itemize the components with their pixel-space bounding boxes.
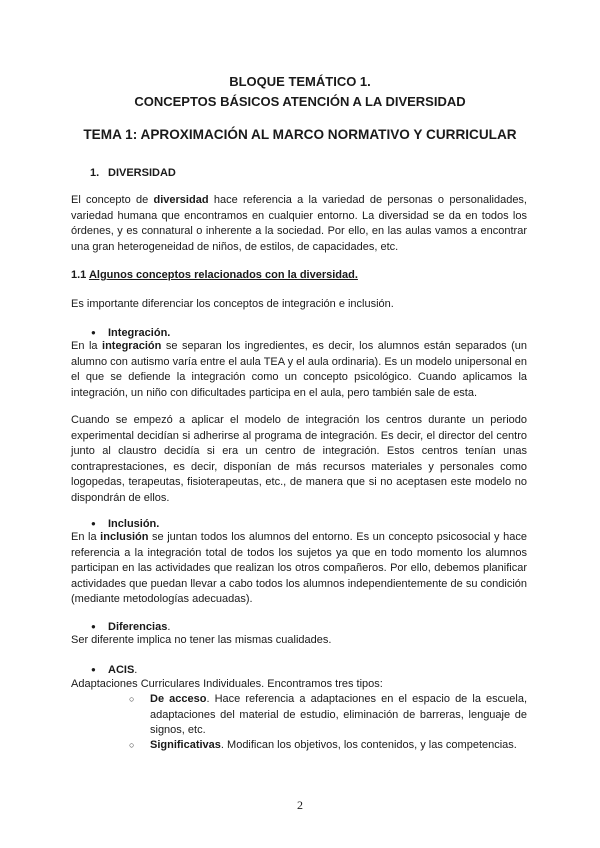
section-1-number: 1. (90, 167, 100, 179)
text-span: se juntan todos los alumnos del entorno. Es un concepto psicosocial y hace referencia a la integración total de todos los sujetos ya que en todo momento los alumnos participan en las actividades que realizan los otros compañeros. Por ello, debemos planificar actividades que puedan llevar a cabo todos los alumnos independientemente de su condición (mediante metodologías adecuadas). (71, 531, 527, 606)
text-span: . (167, 621, 171, 633)
tema-title: TEMA 1: APROXIMACIÓN AL MARCO NORMATIVO Y CURRICULAR (83, 127, 517, 142)
section-1-heading (71, 166, 527, 182)
text-span: se separan los ingredientes, es decir, los alumnos están separados (un alumno con autismo varía entre el aula TEA y el aula ordinaria). Es un modelo unipersonal en el que se defiende la integración como un concepto psicológico. Cuando aplicamos la integración, un niño con dificultades participa en el aula, pero también sale de esta. (71, 340, 527, 399)
circle-bullet-icon: ○ (129, 740, 135, 750)
text-span: hace referencia a la variedad de personas o personalidades, variedad humana que encontramos en cualquier entorno. La diversidad se da en todos los órdenes, y es connatural o inherente a la sociedad. Por ello, en las aulas vamos a encontrar una gran heterogeneidad de niños, de estilos, de capacidades, etc. (71, 194, 527, 253)
text-span: En la (71, 531, 101, 543)
keyword-inclusion: inclusión (100, 531, 149, 543)
keyword-integracion: integración (102, 340, 162, 352)
integracion-label: Integración. (108, 327, 171, 339)
diversidad-paragraph (71, 193, 527, 255)
block-subtitle: CONCEPTOS BÁSICOS ATENCIÓN A LA DIVERSIDAD (134, 94, 466, 109)
bullet-icon: ● (91, 665, 96, 674)
bullet-icon: ● (91, 519, 96, 528)
text-span: . (134, 664, 138, 676)
acis-label: ACIS (108, 664, 135, 676)
section-1-1-heading (71, 268, 527, 284)
circle-bullet-icon: ○ (129, 694, 135, 704)
integracion-paragraph-2: Cuando se empezó a aplicar el modelo de integración los centros durante un periodo experimental decidían si adherirse al programa de integración. Es decir, el director del centro junto al claustro decidía si era un centro de integración. Estos centros tenían unas contraprestaciones, es decir, disponían de más recursos materiales y personales como logopedas, terapeutas, fisioterapeutas, etc., de manera que si no aceptasen este modelo no dispondrán de ellos. (71, 414, 527, 504)
integracion-paragraph-1 (71, 339, 527, 401)
section-1-1-title: Algunos conceptos relacionados con la diversidad. (88, 269, 358, 281)
bullet-icon: ● (91, 328, 96, 337)
acis-item-significativas (129, 738, 527, 754)
page-number: 2 (297, 798, 303, 812)
acis-item-label: De acceso (150, 693, 207, 705)
acis-item-text: . Modifican los objetivos, los contenidos, y las competencias. (220, 739, 517, 751)
diferencias-label: Diferencias (108, 621, 168, 633)
text-span: En la (71, 340, 103, 352)
block-title: BLOQUE TEMÁTICO 1. (229, 74, 371, 89)
acis-item-label: Significativas (150, 739, 221, 751)
concepts-intro: Es importante diferenciar los conceptos de integración e inclusión. (71, 298, 394, 310)
acis-item-acceso (129, 692, 528, 739)
bullet-icon: ● (91, 622, 96, 631)
text-span: El concepto de (71, 194, 154, 206)
section-1-title: DIVERSIDAD (108, 167, 176, 179)
inclusion-paragraph (71, 530, 527, 608)
acis-intro: Adaptaciones Curriculares Individuales. Encontramos tres tipos: (71, 678, 383, 690)
inclusion-label: Inclusión. (108, 518, 160, 530)
acis-item-text: . Hace referencia a adaptaciones en el espacio de la escuela, adaptaciones del material de estudio, eliminación de barreras, lenguaje de signos, etc. (150, 693, 528, 737)
diferencias-text: Ser diferente implica no tener las mismas cualidades. (71, 634, 332, 646)
section-1-1-number: 1.1 (71, 269, 87, 281)
acis-heading (91, 662, 137, 678)
keyword-diversidad: diversidad (153, 194, 209, 206)
